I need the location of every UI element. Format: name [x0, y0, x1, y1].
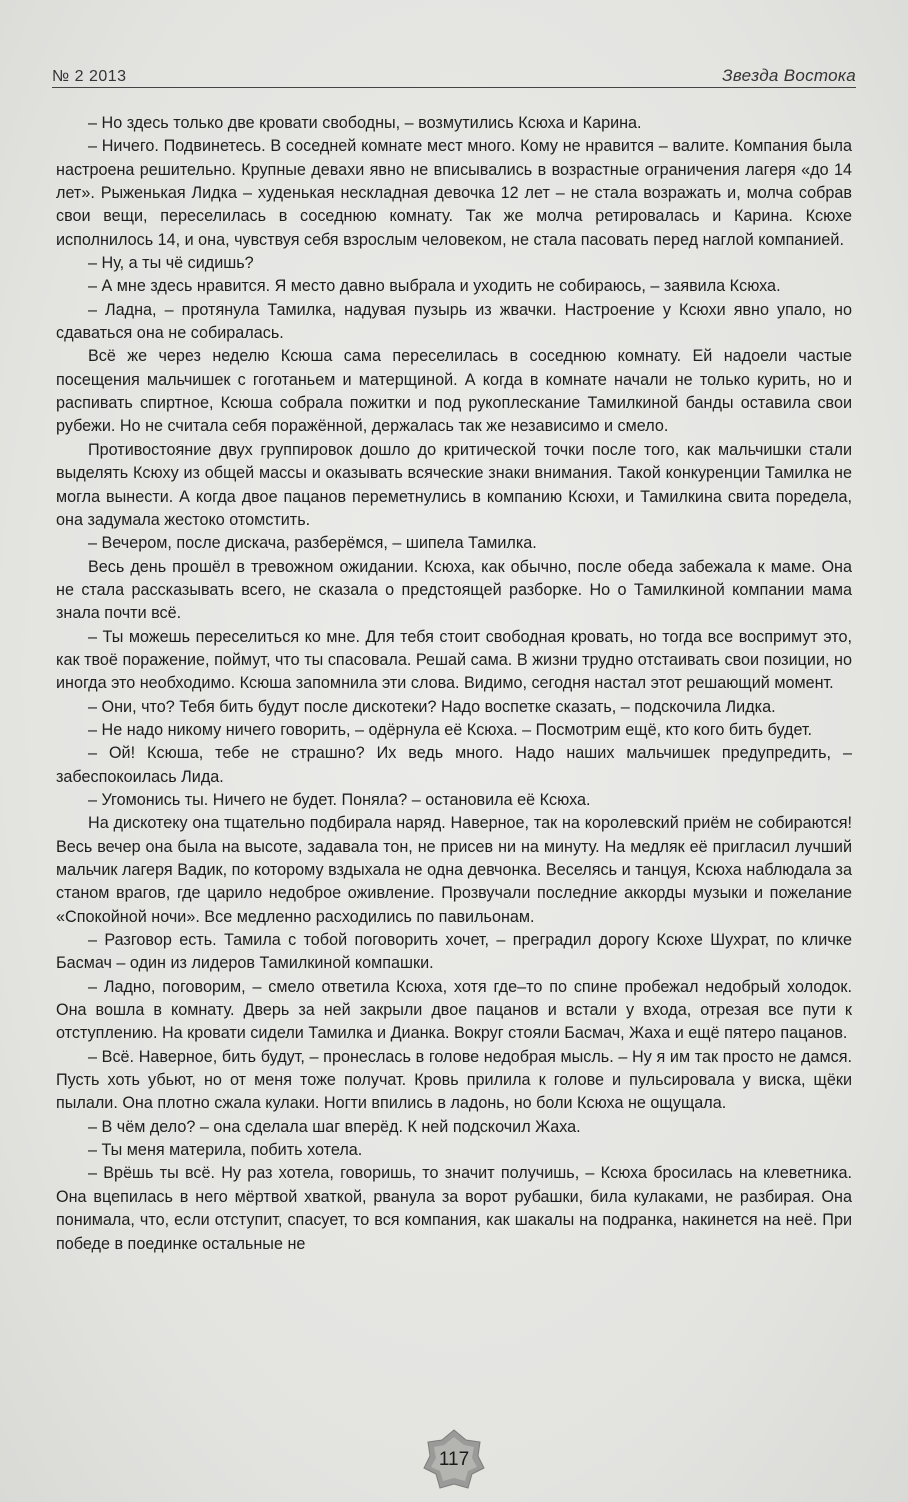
paragraph: – Ты можешь переселиться ко мне. Для тебя стоит свободная кровать, но тогда все воспримут это, как твоё поражение, поймут, что ты спасовала. Решай сама. В жизни трудно отстаивать свои позиции, но иногда это необходимо. Ксюша запомнила эти слова. Видимо, сегодня настал этот решающий момент.: [56, 627, 852, 693]
paragraph: На дискотеку она тщательно подбирала наряд. Наверное, так на королевский приём не собираются! Весь вечер она была на высоте, задавала тон, не присев ни на минуту. На медляк её пригласил лучший мальчик лагеря Вадик, по которому вздыхала не одна девчонка. Веселясь и танцуя, Ксюха наблюдала за станом врагов, где царило недоброе оживление. Прозвучали последние аккорды музыки и пожелание «Спокойной ночи». Все медленно расходились по павильонам.: [56, 814, 852, 926]
page-number: 117: [438, 1449, 470, 1470]
paragraph: – Они, что? Тебя бить будут после дискотеки? Надо воспетке сказать, – подскочила Лидка.: [88, 697, 776, 716]
paragraph: – Но здесь только две кровати свободны, – возмутились Ксюха и Карина.: [88, 114, 642, 132]
paragraph: – Ладно, поговорим, – смело ответила Ксюха, хотя где–то по спине пробежал недобрый холодок. Она вошла в комнату. Дверь за ней закрыли двое пацанов и встали у входа, отрезая все пути к отступлению. На кровати сидели Тамилка и Дианка. Вокруг стояли Басмач, Жаха и ещё пятеро пацанов.: [56, 977, 852, 1043]
article-body: [56, 112, 852, 1256]
paragraph: – В чём дело? – она сделала шаг вперёд. К ней подскочил Жаха.: [88, 1117, 581, 1136]
paragraph: – Ой! Ксюша, тебе не страшно? Их ведь много. Надо наших мальчишек предупредить, – забеспокоилась Лида.: [56, 744, 852, 786]
paragraph: Весь день прошёл в тревожном ожидании. Ксюха, как обычно, после обеда забежала к маме. Она не стала рассказывать всего, не сказала о предстоящей разборке. Но о Тамилкиной компании мама знала почти всё.: [56, 557, 852, 623]
journal-title: Звезда Востока: [722, 66, 856, 85]
issue-number: № 2 2013: [52, 68, 127, 85]
paragraph: – Ты меня материла, побить хотела.: [88, 1141, 363, 1160]
paragraph: – Ничего. Подвинетесь. В соседней комнате мест много. Кому не нравится – валите. Компания была настроена решительно. Крупные девахи явно не вписывались в возрастные ограничения лагеря «до 14 лет». Рыженькая Лидка – худенькая нескладная девочка 12 лет – не стала возражать и, молча собрав свои вещи, переселилась в соседнюю комнату. Так же молча ретировалась и Карина. Ксюхе исполнилось 14, и она, чувствуя себя взрослым человеком, не стала пасовать перед наглой компанией.: [56, 137, 852, 249]
paragraph: – Врёшь ты всё. Ну раз хотела, говоришь, то значит получишь, – Ксюха бросилась на клеветника. Она вцепилась в него мёртвой хваткой, рванула за ворот рубашки, била кулаками, не разбирая. Она понимала, что, если отступит, спасует, то вся компания, как шакалы на подранка, накинется на неё. При победе в поединке остальные не: [56, 1164, 852, 1253]
running-header: [52, 58, 856, 86]
paragraph: Всё же через неделю Ксюша сама переселилась в соседнюю комнату. Ей надоели частые посещения мальчишек с гоготаньем и матерщиной. А когда в комнате начали не только курить, но и распивать спиртное, Ксюша собрала пожитки и под рукоплескание Тамилкиной банды оставила свои рубежи. Но не считала себя поражённой, держалась так же независимо и смело.: [56, 347, 852, 436]
paragraph: – Разговор есть. Тамила с тобой поговорить хочет, – преградил дорогу Ксюхе Шухрат, по кличке Басмач – один из лидеров Тамилкиной компашки.: [56, 931, 852, 973]
paragraph: – А мне здесь нравится. Я место давно выбрала и уходить не собираюсь, – заявила Ксюха.: [88, 277, 781, 296]
paragraph: Противостояние двух группировок дошло до критической точки после того, как мальчишки стали выделять Ксюху из общей массы и оказывать всяческие знаки внимания. Такой конкуренции Тамилка не могла вынести. А когда двое пацанов переметнулись в компанию Ксюхи, и Тамилкина свита поредела, она задумала жестоко отомстить.: [56, 440, 852, 529]
paragraph: – Угомонись ты. Ничего не будет. Поняла? – остановила её Ксюха.: [88, 790, 591, 809]
paragraph: – Вечером, после дискача, разберёмся, – шипела Тамилка.: [88, 534, 537, 553]
paragraph: – Не надо никому ничего говорить, – одёрнула её Ксюха. – Посмотрим ещё, кто кого бить будет.: [88, 720, 813, 739]
page-number-badge: [422, 1428, 486, 1492]
paragraph: – Ладна, – протянула Тамилка, надувая пузырь из жвачки. Настроение у Ксюхи явно упало, но сдаваться она не собиралась.: [56, 300, 852, 343]
header-rule: [52, 87, 856, 88]
paragraph: – Ну, а ты чё сидишь?: [88, 254, 254, 273]
paragraph: – Всё. Наверное, бить будут, – пронеслась в голове недобрая мысль. – Ну я им так просто не дамся. Пусть хоть убьют, но от меня тоже получат. Кровь прилила к голове и пульсировала у виска, щёки пылали. Она плотно сжала кулаки. Ногти впились в ладонь, но боли Ксюха не ощущала.: [56, 1047, 852, 1113]
